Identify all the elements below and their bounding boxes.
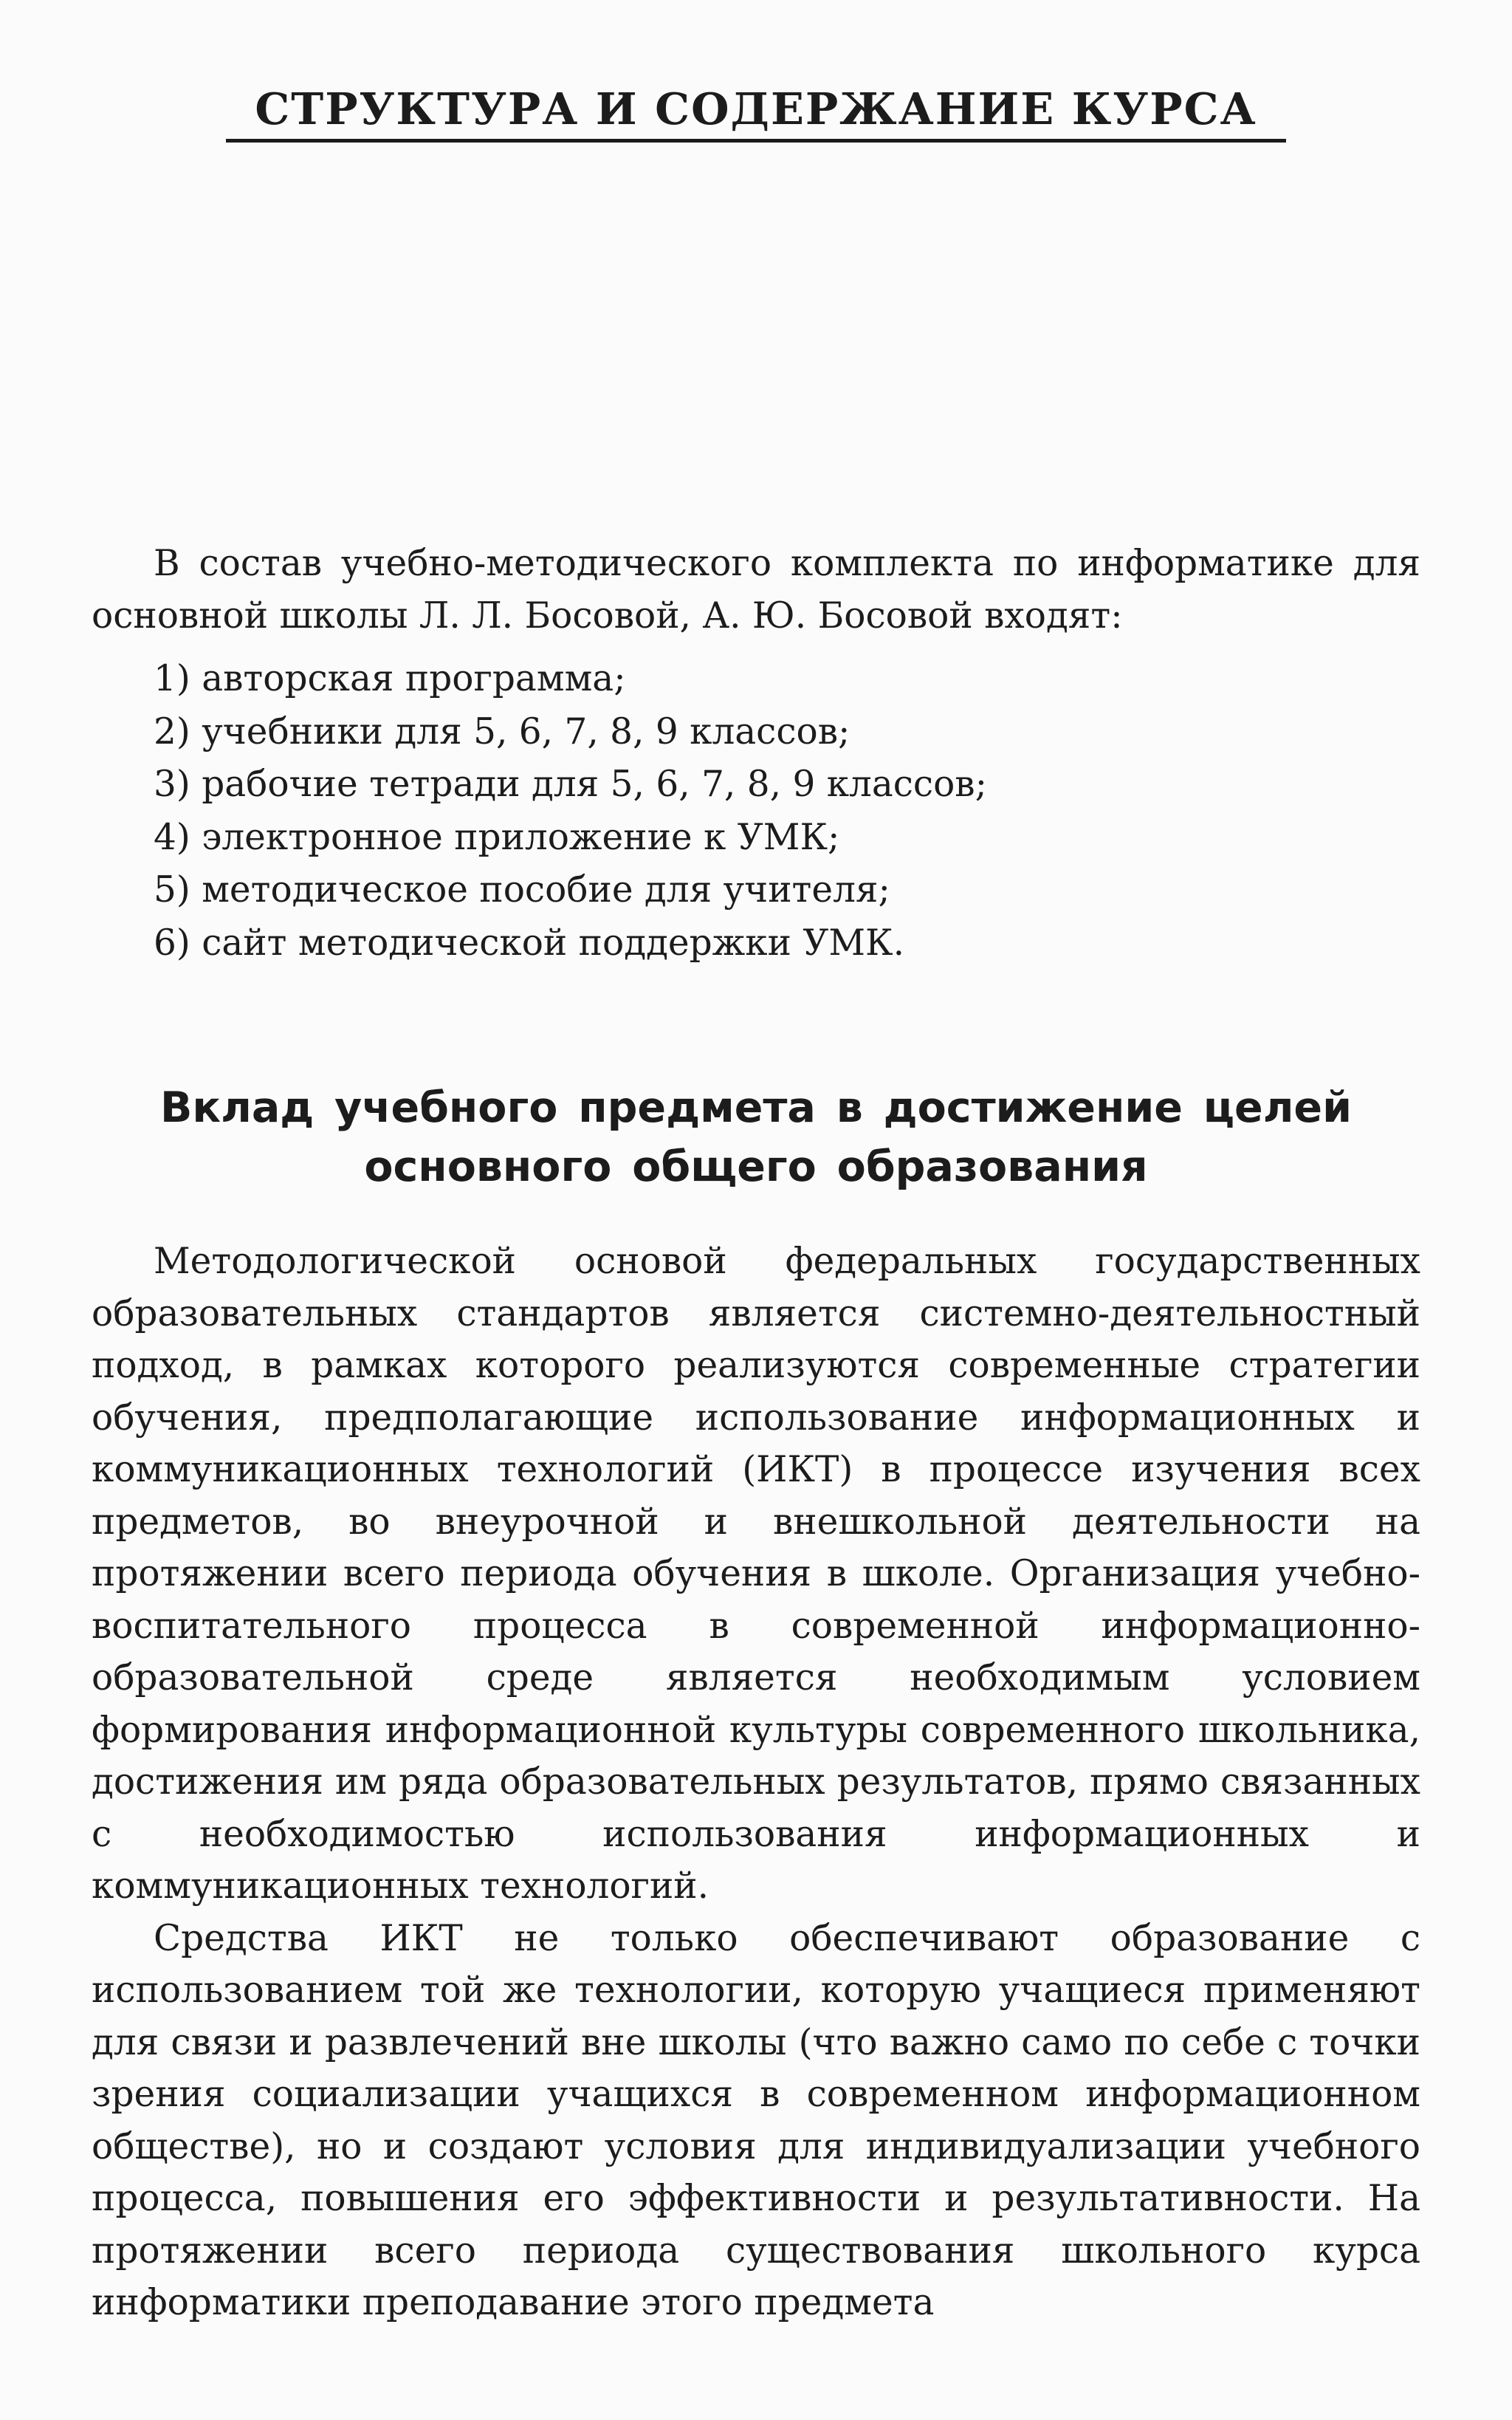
intro-paragraph [92,538,1420,642]
umk-components-list [154,653,987,970]
section-body [92,1235,1420,2329]
list-item: 4) электронное приложение к УМК; [154,816,840,858]
section-heading [92,1078,1420,1196]
page-title: СТРУКТУРА И СОДЕРЖАНИЕ КУРСА [226,80,1286,143]
section-heading-line-2: основного общего образования [364,1142,1148,1191]
list-item: 3) рабочие тетради для 5, 6, 7, 8, 9 классов; [154,764,987,805]
body-paragraph: Средства ИКТ не только обеспечивают образование с использованием той же технологии, которую учащиеся применяют для связи и развлечений вне школы (что важно само по себе с точки зрения социализации учащихся в современном информационном обществе), но и создают условия для индивидуализации учебного процесса, повышения его эффективности и результативности. На протяжении всего периода существования школьного курса информатики преподавание этого предмета [92,1917,1420,2323]
list-item: 1) авторская программа; [154,658,626,699]
section-heading-line-1: Вклад учебного предмета в достижение целей [159,1083,1353,1132]
list-item: 6) сайт методической поддержки УМК. [154,922,905,964]
intro-text: В состав учебно-методического комплекта по информатике для основной школы Л. Л. Босовой, А. Ю. Босовой входят: [92,543,1420,637]
body-paragraph: Методологической основой федеральных государственных образовательных стандартов является системно-деятельностный подход, в рамках которого реализуются современные стратегии обучения, предполагающие использование информационных и коммуникационных технологий (ИКТ) в процессе изучения всех предметов, во внеурочной и внешкольной деятельности на протяжении всего периода обучения в школе. Организация учебно-воспитательного процесса в современной информационно-образовательной среде является необходимым условием формирования информационной культуры современного школьника, достижения им ряда образовательных результатов, прямо связанных с необходимостью использования информационных и коммуникационных технологий. [92,1241,1420,1907]
list-item: 2) учебники для 5, 6, 7, 8, 9 классов; [154,710,850,753]
list-item: 5) методическое пособие для учителя; [154,869,890,911]
